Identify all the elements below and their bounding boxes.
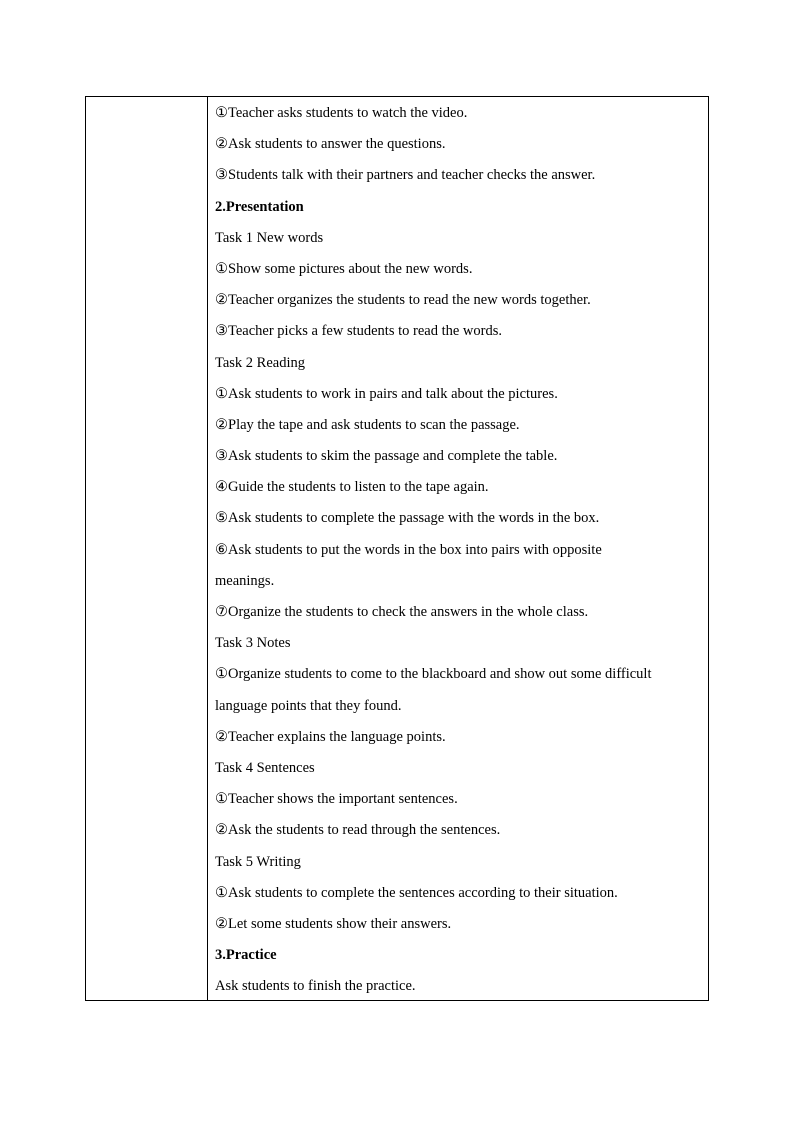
- task-title: Task 1 New words: [215, 229, 324, 246]
- procedure-line: ③Students talk with their partners and teacher checks the answer.: [215, 167, 596, 184]
- procedure-line: language points that they found.: [215, 697, 402, 714]
- procedure-line: ①Show some pictures about the new words.: [215, 260, 473, 277]
- task-title: Task 3 Notes: [215, 635, 291, 652]
- procedure-line: ①Teacher asks students to watch the video.: [215, 105, 468, 121]
- procedure-line: ⑤Ask students to complete the passage with the words in the box.: [215, 510, 600, 527]
- procedure-line: ③Ask students to skim the passage and complete the table.: [215, 448, 558, 465]
- procedure-line: ①Ask students to work in pairs and talk about the pictures.: [215, 385, 558, 402]
- procedure-line: ①Ask students to complete the sentences according to their situation.: [215, 884, 618, 901]
- procedure-line: ⑦Organize the students to check the answers in the whole class.: [215, 604, 589, 620]
- procedure-line: ⑥Ask students to put the words in the box into pairs with opposite: [215, 541, 602, 558]
- procedure-line: ②Ask the students to read through the sentences.: [215, 822, 501, 839]
- procedure-line: ②Teacher explains the language points.: [215, 728, 446, 745]
- procedure-line: meanings.: [215, 572, 275, 589]
- procedure-line: ①Teacher shows the important sentences.: [215, 791, 458, 808]
- lesson-plan-table: [85, 96, 709, 1001]
- procedure-line: Ask students to finish the practice.: [215, 978, 416, 995]
- procedure-content-cell: [208, 97, 708, 1000]
- procedure-line: ②Play the tape and ask students to scan the passage.: [215, 416, 520, 433]
- procedure-line: ②Teacher organizes the students to read the new words together.: [215, 292, 591, 309]
- task-title: Task 2 Reading: [215, 354, 305, 371]
- procedure-line: ③Teacher picks a few students to read the words.: [215, 323, 502, 340]
- procedure-line: ①Organize students to come to the blackboard and show out some difficult: [215, 666, 652, 683]
- procedure-line: ④Guide the students to listen to the tape again.: [215, 479, 489, 496]
- section-heading: 2.Presentation: [215, 198, 304, 215]
- procedure-line: ②Let some students show their answers.: [215, 915, 452, 932]
- task-title: Task 5 Writing: [215, 853, 301, 870]
- section-heading: 3.Practice: [215, 947, 277, 964]
- stage-label-cell: [86, 97, 208, 1000]
- procedure-line: ②Ask students to answer the questions.: [215, 136, 446, 153]
- task-title: Task 4 Sentences: [215, 759, 315, 776]
